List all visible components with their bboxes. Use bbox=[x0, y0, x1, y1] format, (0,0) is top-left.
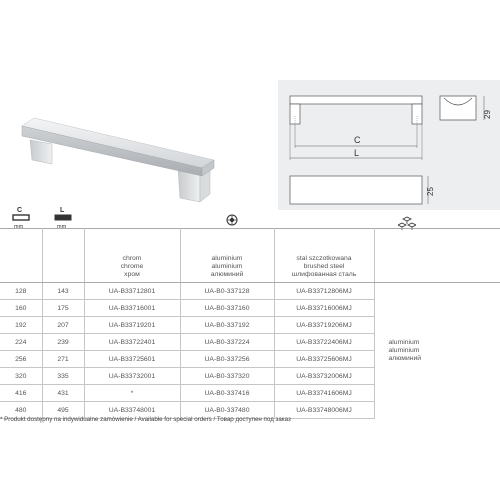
length-l-label: L bbox=[60, 207, 65, 214]
header-l bbox=[42, 229, 84, 283]
header-material bbox=[374, 229, 500, 283]
table-row: 160 175 UA-B33716001 UA-B0-337160 UA-B33716006MJ bbox=[0, 300, 500, 317]
product-table bbox=[0, 228, 500, 419]
technical-drawing bbox=[278, 80, 500, 210]
table-header-row bbox=[0, 229, 500, 283]
material-cell: aluminium aluminium алюминий bbox=[388, 338, 422, 362]
table-row: 320 335 UA-B33732001 UA-B0-337320 UA-B33732006MJ bbox=[0, 368, 500, 385]
table-row: 128 143 UA-B33712801 UA-B0-337128 UA-B33712806MJ aluminium aluminium алюминий bbox=[0, 283, 500, 300]
product-photo bbox=[0, 40, 240, 210]
table-row: 480 495 UA-B33748001 UA-B0-337480 UA-B33748006MJ bbox=[0, 402, 500, 419]
spacing-c-label: C bbox=[17, 207, 23, 214]
table-row: 256 271 UA-B33725601 UA-B0-337256 UA-B33725606MJ bbox=[0, 351, 500, 368]
spacing-c-unit: mm bbox=[14, 224, 24, 230]
table-row: 192 207 UA-B33719201 UA-B0-337192 UA-B33719206MJ bbox=[0, 317, 500, 334]
header-c bbox=[0, 229, 42, 283]
table-row: 416 431 * UA-B0-337416 UA-B33741606MJ bbox=[0, 385, 500, 402]
dimension-height-label: 29 bbox=[482, 110, 492, 119]
header-brushed-steel: stal szczotkowana brushed steel шлифованная сталь bbox=[274, 229, 374, 283]
header-aluminium: aluminium aluminium алюминий bbox=[180, 229, 274, 283]
footnote: * Produkt dostępny na indywidualne zamówienie / Available for special orders / Товар доступен под заказ bbox=[0, 416, 291, 423]
spacing-c-icon bbox=[12, 214, 30, 222]
dimension-l-label: L bbox=[354, 148, 360, 158]
dimension-c-label: C bbox=[354, 135, 361, 145]
header-chrom: chrom chrome хром bbox=[84, 229, 180, 283]
length-l-unit: mm bbox=[57, 224, 67, 230]
length-l-icon bbox=[54, 214, 72, 222]
dimension-width-label: 25 bbox=[425, 187, 435, 196]
table-row: 224 239 UA-B33722401 UA-B0-337224 UA-B33722406MJ bbox=[0, 334, 500, 351]
finish-icon bbox=[226, 214, 238, 226]
